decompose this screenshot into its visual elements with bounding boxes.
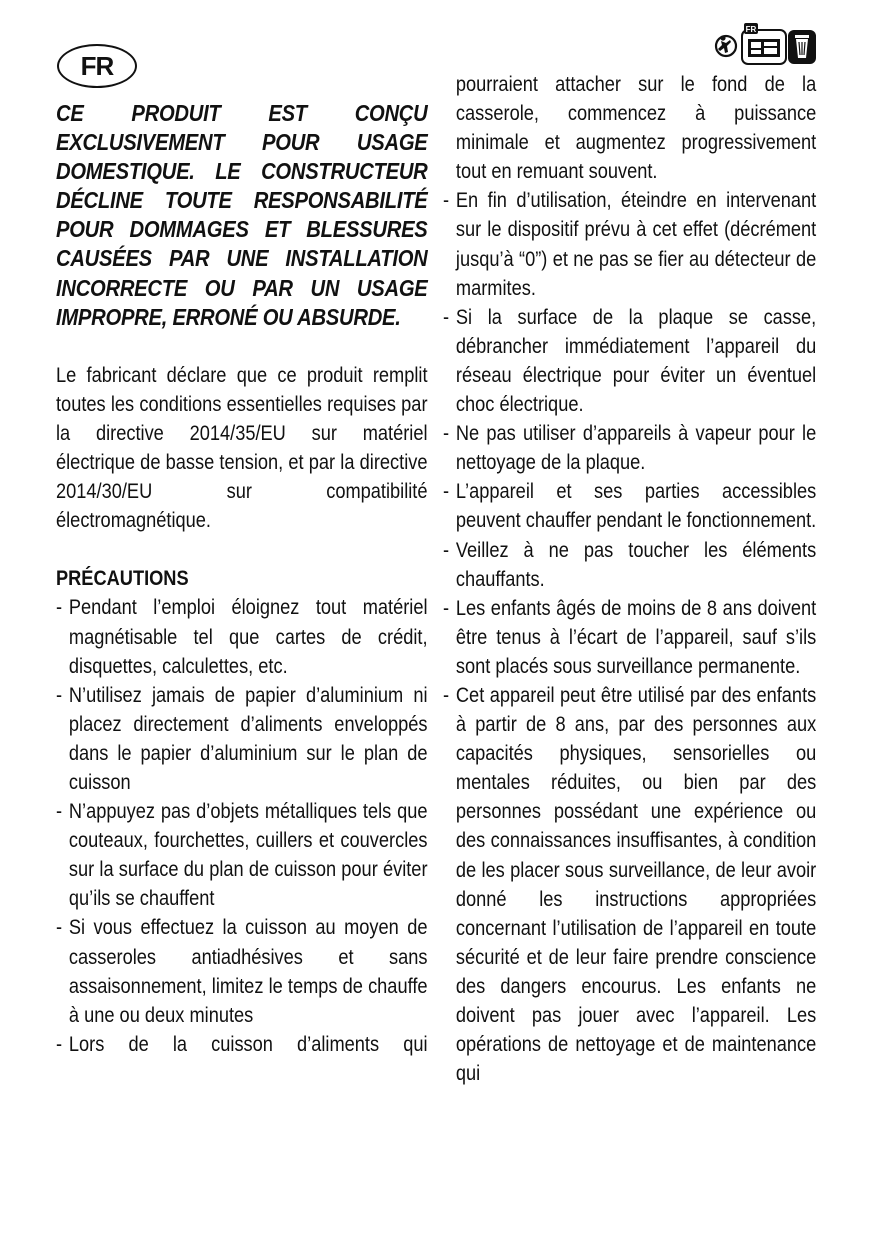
triman-recycling-icon	[712, 22, 818, 68]
triman-badge-text: FR	[745, 25, 757, 34]
list-item-continuation: pourraient attacher sur le fond de la casserole, commencez à puissance minimale et augmentez progressivement tout en remuant souvent.	[455, 73, 817, 184]
domestic-use-warning: CE PRODUIT EST CONÇU EXCLUSIVEMENT POUR USAGE DOMESTIQUE. LE CONSTRUCTEUR DÉCLINE TOUTE RESPONSABILITÉ POUR DOMMAGES ET BLESSURES CAUSÉES PAR UNE INSTALLATION INCORRECTE OU PAR UN USAGE IMPROPRE, ERRONÉ OU ABSURDE.	[56, 100, 428, 330]
precautions-list-continued	[443, 70, 816, 1088]
precautions-heading: PRÉCAUTIONS	[56, 567, 189, 591]
list-item: - Cet appareil peut être utilisé par des enfants à partir de 8 ans, par des personnes aux capacités physiques, sensorielles ou mentales réduites, ou bien par des personnes possédant une expérience ou des connaissances insuffisantes, à condition de les placer sous surveillance, de leur avoir donné les instructions appropriées concernant l’utilisation de l’appareil en toute sécurité et de leur faire prendre conscience des dangers encourus. Les enfants ne doivent pas jouer avec l’appareil. Les opérations de nettoyage et de maintenance qui	[443, 681, 816, 1088]
list-item: - Ne pas utiliser d’appareils à vapeur pour le nettoyage de la plaque.	[443, 419, 816, 477]
list-item: - N’appuyez pas d’objets métalliques tels que couteaux, fourchettes, cuillers et couvercles sur la surface du plan de cuisson pour éviter qu’ils se chauffent	[56, 797, 428, 913]
list-item: - Pendant l’emploi éloignez tout matériel magnétisable tel que cartes de crédit, disquettes, calculettes, etc.	[56, 593, 428, 680]
list-item: - Veillez à ne pas toucher les éléments chauffants.	[443, 536, 816, 594]
right-column	[443, 70, 816, 1088]
spacer	[56, 332, 428, 361]
language-badge	[57, 44, 137, 88]
list-item: - En fin d’utilisation, éteindre en intervenant sur le dispositif prévu à cet effet (décrément jusqu’à “0”) et ne pas se fier au détecteur de marmites.	[443, 186, 816, 302]
bin-icon	[788, 30, 816, 64]
compliance-declaration: Le fabricant déclare que ce produit remplit toutes les conditions essentielles requises par la directive 2014/35/EU sur matériel électrique de basse tension, et par la directive 2014/30/EU sur compatibilité électromagnétique.	[56, 363, 428, 533]
paper-packaging-icon	[742, 23, 786, 64]
list-item: - Les enfants âgés de moins de 8 ans doivent être tenus à l’écart de l’appareil, sauf s’ils sont placés sous surveillance permanente.	[443, 594, 816, 681]
list-item: - Si la surface de la plaque se casse, débrancher immédiatement l’appareil du réseau électrique pour éviter un éventuel choc électrique.	[443, 303, 816, 419]
list-item: - Si vous effectuez la cuisson au moyen de casseroles antiadhésives et sans assaisonnement, limitez le temps de chauffe à une ou deux minutes	[56, 913, 428, 1029]
precautions-list	[56, 593, 428, 1059]
language-code: FR	[80, 50, 114, 81]
list-item: - Lors de la cuisson d’aliments qui	[56, 1030, 428, 1059]
spacer	[56, 535, 428, 564]
left-column	[56, 99, 428, 1059]
list-item: - L’appareil et ses parties accessibles peuvent chauffer pendant le fonctionnement.	[443, 477, 816, 535]
list-item: - N’utilisez jamais de papier d’aluminium ni placez directement d’aliments enveloppés dans le papier d’aluminium sur le plan de cuisson	[56, 681, 428, 797]
